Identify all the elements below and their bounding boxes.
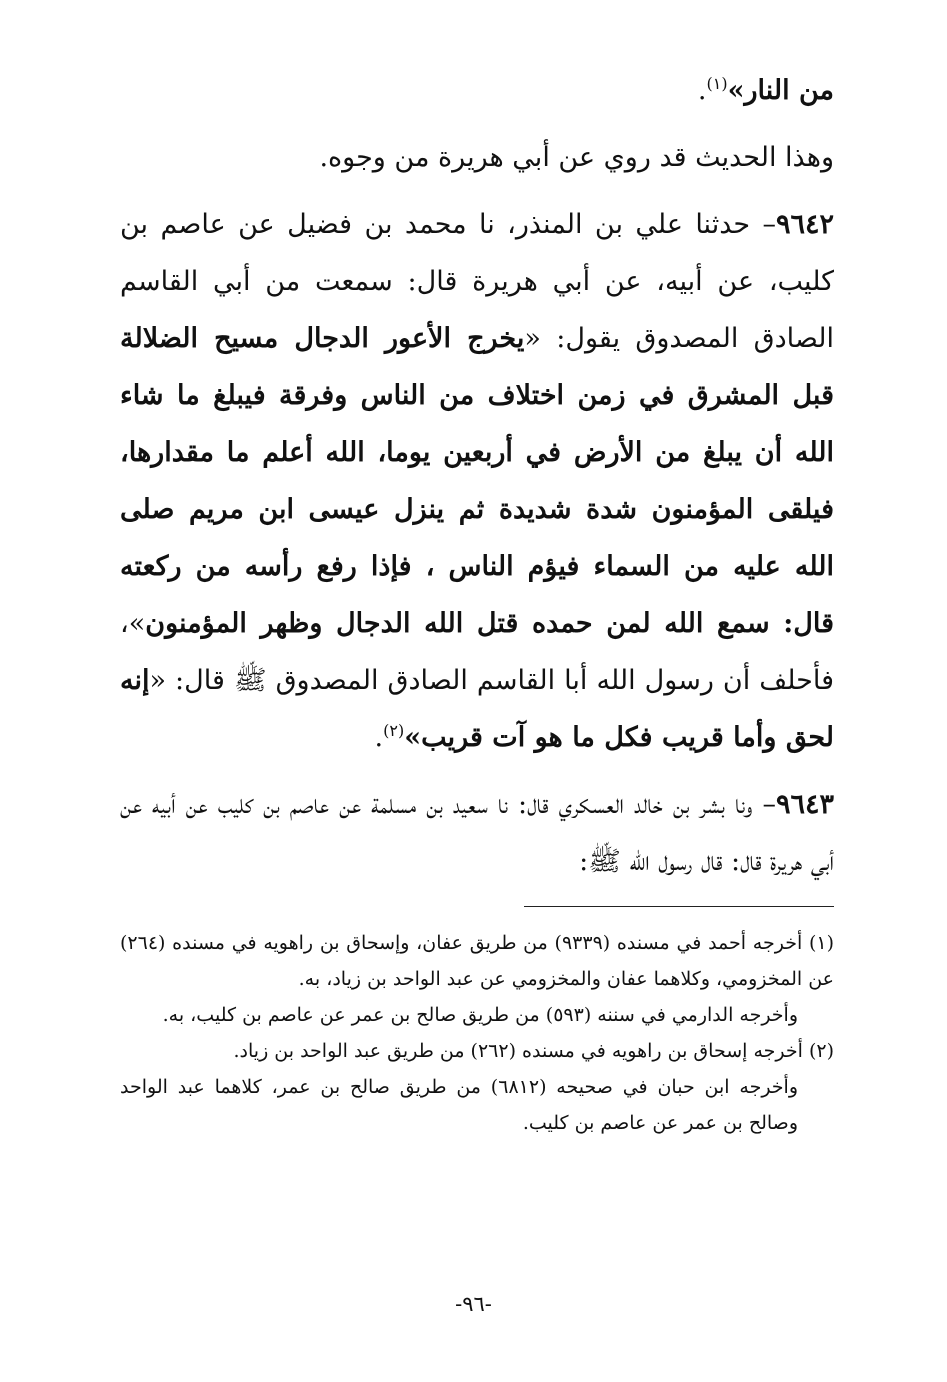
- paragraph-continuation: [120, 62, 834, 119]
- footnote-2-continued: وأخرجه ابن حبان في صحيحه (٦٨١٢) من طريق صالح بن عمر، كلاهما عبد الواحد وصالح بن عمر عن عاصم بن كليب.: [120, 1076, 799, 1134]
- hadith-9643: [120, 776, 834, 890]
- page-number: -٩٦-: [455, 1292, 492, 1316]
- footnote-divider: [524, 906, 834, 907]
- hadith-chain: – حدثنا علي بن المنذر، نا محمد بن فضيل عن عاصم بن كليب، عن أبيه، عن أبي هريرة قال: سمعت من أبي القاسم الصادق المصدوق يقول: «: [120, 209, 834, 354]
- hadith-number: ٩٦٤٣: [775, 789, 834, 820]
- footnote-ref-2: (٢): [383, 721, 405, 740]
- hadith-oath: »، فأحلف أن رسول الله أبا القاسم الصادق المصدوق ﷺ قال: «: [120, 608, 834, 696]
- footnote-1-continued: وأخرجه الدارمي في سننه (٥٩٣) من طريق صالح بن عمر عن عاصم بن كليب، به.: [162, 1004, 798, 1026]
- footnotes: [120, 925, 834, 1141]
- main-text: [120, 62, 834, 890]
- hadith-matn-bold: يخرج الأعور الدجال مسيح الضلالة قبل المشرق في زمن اختلاف من الناس وفرقة فيبلغ ما شاء الله أن يبلغ من الأرض في أربعين يوما، الله أعلم ما مقدارها، فيلقى المؤمنون شدة شديدة ثم ينزل عيسى ابن مريم صلى الله عليه من السماء فيؤم الناس ، فإذا رفع رأسه من ركعته قال: سمع الله لمن حمده قتل الله الدجال وظهر المؤمنون: [120, 323, 834, 639]
- period: .: [697, 75, 707, 106]
- hadith-matn-bold-2: إنه لحق وأما قريب فكل ما هو آت قريب: [120, 665, 834, 753]
- paragraph-note: وهذا الحديث قد روي عن أبي هريرة من وجوه.: [319, 142, 834, 173]
- quote-end-text: من النار»: [727, 75, 834, 106]
- hadith-number: ٩٦٤٢: [775, 209, 834, 240]
- page-body: [120, 62, 834, 1141]
- quote-close: »: [404, 722, 422, 753]
- hadith-9642: [120, 196, 834, 766]
- footnote-ref-1: (١): [706, 74, 728, 93]
- footnote-2: (٢) أخرجه إسحاق بن راهويه في مسنده (٢٦٢) من طريق عبد الواحد بن زياد.: [233, 1040, 834, 1062]
- period: .: [374, 722, 384, 753]
- hadith-chain: – ونا بشر بن خالد العسكري قال: نا سعيد بن مسلمة عن عاصم بن كليب عن أبيه عن أبي هريرة قال: قال رسول الله ﷺ:: [120, 789, 834, 877]
- footnote-1: (١) أخرجه أحمد في مسنده (٩٣٣٩) من طريق عفان، وإسحاق بن راهويه في مسنده (٢٦٤) عن المخزومي، وكلاهما عفان والمخزومي عن عبد الواحد بن زياد، به.: [120, 932, 834, 990]
